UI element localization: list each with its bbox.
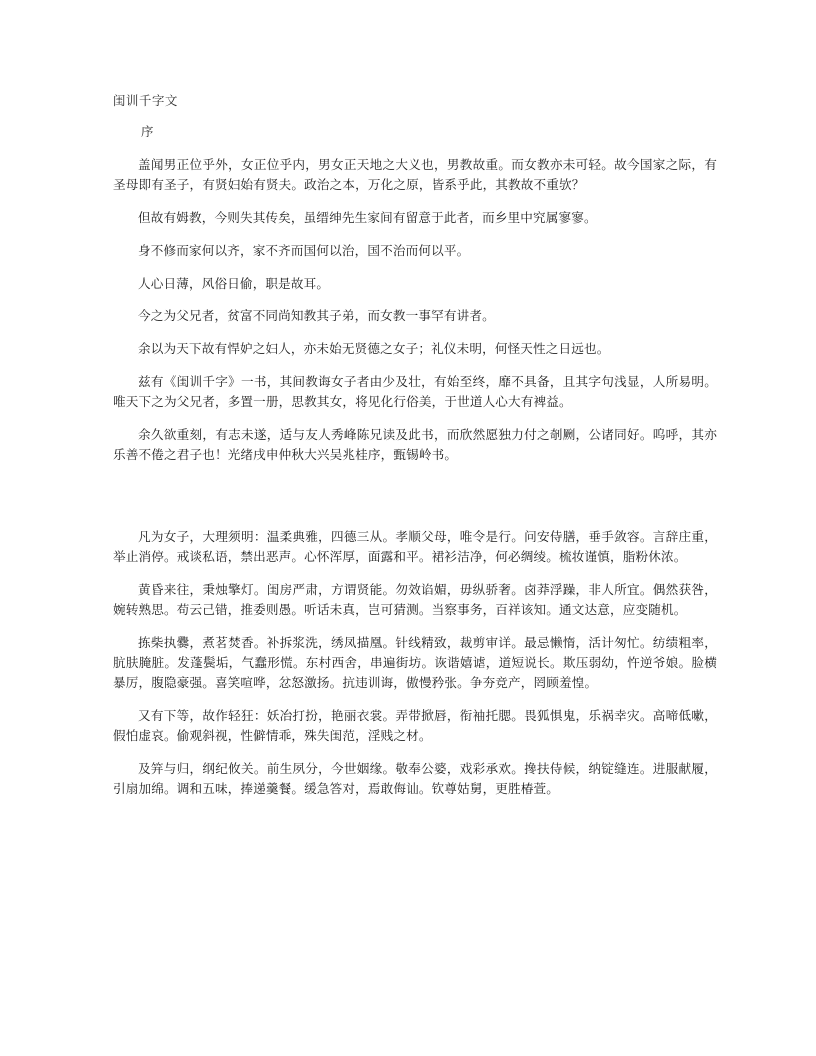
paragraph: 今之为父兄者，贫富不同尚知教其子弟，而女教一事罕有讲者。 [138, 308, 495, 324]
paragraph: 黄昏来往，秉烛擎灯。闺房严肃，方谓贤能。勿效谄媚，毋纵骄奢。卤莽浮躁，非人所宜。偶然获咎，婉转熟思。苟云己错，推委则愚。听话未真，岂可猜测。当察事务，百祥该知。通文达意，应变随机。 [113, 581, 717, 618]
paragraph: 盖闻男正位乎外，女正位乎内，男女正天地之大义也，男教故重。而女教亦未可轻。故今国家之际，有圣母即有圣子，有贤妇始有贤夫。政治之本，万化之原，皆系乎此，其教故不重欤？ [113, 157, 717, 193]
section-spacer [113, 465, 717, 527]
paragraph: 兹有《闺训千字》一书，其间教诲女子者由少及壮，有始至终，靡不具备，且其字句浅显，人所易明。唯天下之为父兄者，多置一册，思教其女，将见化行俗美，于世道人心大有裨益。 [113, 373, 717, 409]
paragraph: 又有下等，故作轻狂：妖冶打扮，艳丽衣裳。弄带掀唇，衔袖托腮。畏狐惧鬼，乐祸幸灾。高啼低嗽，假怕虚哀。偷观斜视，性僻情乖，殊失闺范，淫贱之材。 [113, 707, 717, 744]
paragraph: 及笄与归，纲纪攸关。前生夙分，今世姻缘。敬奉公婆，戏彩承欢。搀扶侍候，纳锭缝连。进服献履，引扇加绵。调和五味，捧递羹餐。缓急答对，焉敢侮讪。钦尊姑舅，更胜椿萱。 [113, 760, 717, 796]
paragraph: 人心日薄，风俗日偷，职是故耳。 [138, 275, 330, 291]
section-heading-preface: 序 [141, 123, 154, 139]
paragraph: 但故有姆教，今则失其传矣，虽缙绅先生家间有留意于此者，而乡里中究属寥寥。 [138, 210, 597, 226]
page-title: 闺训千字文 [113, 93, 178, 108]
document-content [113, 92, 717, 799]
paragraph: 凡为女子，大理须明：温柔典雅，四德三从。孝顺父母，唯令是行。问安侍膳，垂手敛容。言辞庄重，举止消停。戒谈私语，禁出恶声。心怀浑厚，面露和平。裙衫洁净，何必绸绫。梳妆谨慎，脂粉休浓。 [113, 528, 717, 565]
paragraph: 身不修而家何以齐，家不齐而国何以治，国不治而何以平。 [138, 242, 470, 258]
paragraph: 余久欲重刻，有志未遂，适与友人秀峰陈兄读及此书，而欣然愿独力付之剞劂，公诸同好。呜呼，其亦乐善不倦之君子也！光绪戌申仲秋大兴吴兆桂序，甄锡岭书。 [113, 426, 717, 462]
preface-paragraphs [113, 155, 717, 465]
paragraph: 余以为天下故有悍妒之妇人，亦未始无贤德之女子；礼仪未明，何怪天性之日远也。 [138, 340, 610, 356]
paragraph: 拣柴执爨，煮茗焚香。补拆浆洗，绣凤描凰。针线精致，裁剪审详。最忌懒惰，活计匆忙。纺绩粗率，肮肤腌脏。发蓬鬓垢，气蠢形慌。东村西舍，串遍街坊。诙谐嬉谑，道短说长。欺压弱幼，忤逆爷娘。脸横暴厉，腹隐豪强。喜笑喧哗，忿怒激扬。抗违训诲，傲慢矜张。争夯竞产，罔顾羞惶。 [113, 634, 717, 691]
main-text-paragraphs [113, 527, 717, 799]
